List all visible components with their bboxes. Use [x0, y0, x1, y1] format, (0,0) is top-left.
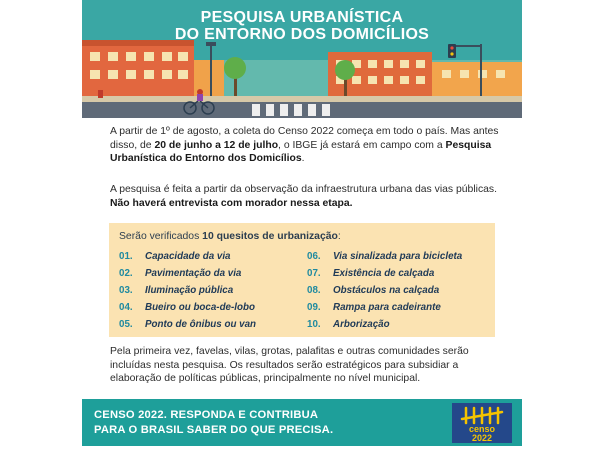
street-lamp [210, 44, 212, 96]
quesito-number: 06. [307, 251, 321, 262]
quesito-number: 03. [119, 285, 133, 296]
intro-text-3: . [301, 153, 305, 164]
quesitos-title-suffix: : [337, 231, 341, 242]
quesito-item [119, 319, 256, 330]
quesito-number: 02. [119, 268, 133, 279]
quesito-label: Arborização [333, 319, 390, 330]
infographic-card [82, 0, 522, 450]
footer-line-2: PARA O BRASIL SABER DO QUE PRECISA. [94, 424, 334, 436]
quesito-number: 08. [307, 285, 321, 296]
traffic-light-pole [480, 44, 482, 96]
quesito-label: Iluminação pública [145, 285, 234, 296]
quesito-number: 05. [119, 319, 133, 330]
quesito-item [307, 302, 441, 313]
method-no-interview: Não haverá entrevista com morador nessa etapa. [110, 197, 353, 209]
tree-right [335, 60, 355, 80]
quesito-label: Pavimentação da via [145, 268, 242, 279]
closing-paragraph: Pela primeira vez, favelas, vilas, grotas, palafitas e outras comunidades serão incluídas nesta pesquisa. Os resultados serão estratégicos para subsidiar a elaboração de políticas públicas, principalmente no nível municipal. [110, 346, 469, 384]
tree-left [224, 57, 246, 79]
quesito-number: 04. [119, 302, 133, 313]
quesito-label: Via sinalizada para bicicleta [333, 251, 463, 262]
quesito-item [307, 251, 462, 262]
quesito-label: Rampa para cadeirante [333, 302, 441, 313]
quesito-item [119, 268, 241, 279]
quesito-item [119, 285, 233, 296]
quesito-number: 07. [307, 268, 321, 279]
quesito-label: Bueiro ou boca-de-lobo [145, 302, 255, 313]
censo-logo-word: censo [468, 424, 495, 434]
quesitos-title [119, 231, 341, 242]
quesito-number: 01. [119, 251, 133, 262]
traffic-light [448, 44, 456, 58]
intro-text-2: , o IBGE já estará em campo com a [278, 139, 446, 151]
quesito-item [307, 285, 439, 296]
method-paragraph [110, 183, 502, 210]
intro-survey-name: Pesquisa Urbanística do Entorno dos Domicílios [110, 139, 492, 164]
quesito-label: Obstáculos na calçada [333, 285, 440, 296]
fire-hydrant [98, 90, 103, 98]
quesito-label: Ponto de ônibus ou van [145, 319, 257, 330]
page-title-line-2: DO ENTORNO DOS DOMICÍLIOS [174, 26, 430, 43]
header-banner [82, 0, 522, 118]
quesitos-box [109, 223, 495, 337]
quesito-label: Existência de calçada [333, 268, 435, 279]
censo-logo-mark-icon [452, 405, 512, 425]
footer-line-1: CENSO 2022. RESPONDA E CONTRIBUA [94, 409, 319, 421]
intro-dates: 20 de junho a 12 de julho [154, 139, 279, 151]
quesito-number: 10. [307, 319, 321, 330]
footer-banner [82, 399, 522, 446]
quesito-item [119, 302, 255, 313]
quesito-item [119, 251, 231, 262]
page-title-line-1: PESQUISA URBANÍSTICA [200, 9, 404, 26]
quesitos-title-bold: 10 quesitos de urbanização [202, 231, 338, 242]
censo-logo-year: 2022 [471, 433, 493, 443]
intro-paragraph [110, 125, 502, 166]
quesito-item [307, 268, 434, 279]
censo-logo [452, 403, 512, 443]
intro-text-1: A partir de 1º de agosto, a coleta do Censo 2022 começa em todo o país. Mas antes disso, de [110, 126, 499, 151]
quesito-number: 09. [307, 302, 321, 313]
quesitos-title-prefix: Serão verificados [119, 231, 203, 242]
method-text: A pesquisa é feita a partir da observação da infraestrutura urbana das vias públicas. [110, 184, 497, 195]
quesito-item [307, 319, 390, 330]
quesito-label: Capacidade da via [145, 251, 231, 262]
